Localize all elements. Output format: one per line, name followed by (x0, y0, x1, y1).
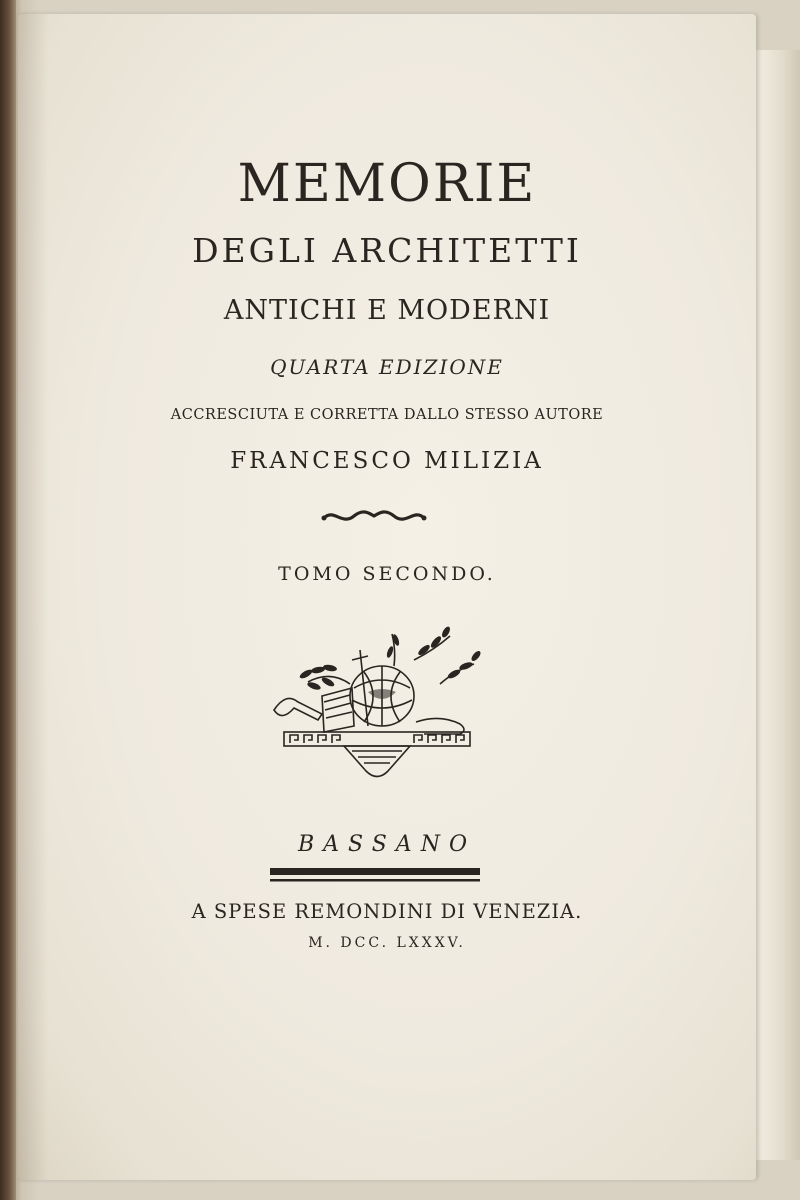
book-spine-edge (0, 0, 16, 1200)
imprint-year: M. DCC. LXXXV. (308, 935, 466, 951)
book-subtitle-line2: ANTICHI E MODERNI (223, 295, 551, 326)
title-page (18, 14, 756, 1180)
imprint-city: BASSANO (298, 832, 476, 857)
volume-label: TOMO SECONDO. (278, 563, 496, 585)
emblem-vignette-icon (264, 626, 490, 786)
author-name: FRANCESCO MILIZIA (230, 448, 544, 474)
edition-note: ACCRESCIUTA E CORRETTA DALLO STESSO AUTORE (170, 407, 604, 423)
edition-line: QUARTA EDIZIONE (270, 355, 504, 379)
book-subtitle-line1: DEGLI ARCHITETTI (192, 231, 582, 270)
imprint-publisher: A SPESE REMONDINI DI VENEZIA. (191, 900, 583, 923)
book-title: MEMORIE (237, 154, 537, 214)
swash-ornament-icon (320, 504, 428, 528)
double-rule-icon (270, 866, 480, 886)
